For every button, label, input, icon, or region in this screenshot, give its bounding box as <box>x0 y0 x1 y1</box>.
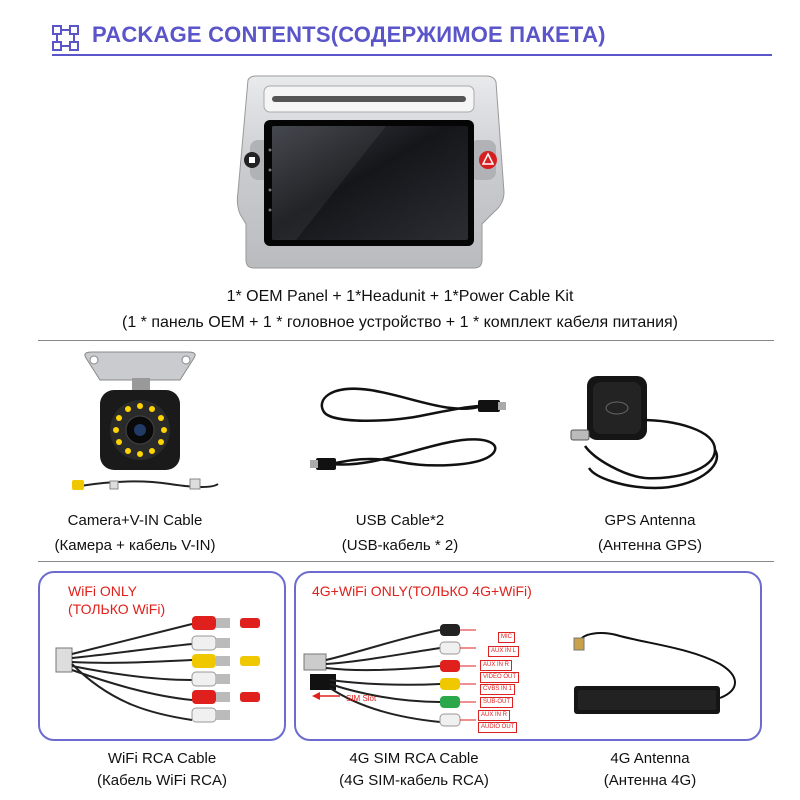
gps-caption-ru: (Антенна GPS) <box>597 537 703 554</box>
main-caption-en: 1* OEM Panel + 1*Headunit + 1*Power Cable Kit <box>226 288 574 305</box>
camera-caption-en: Camera+V-IN Cable <box>67 512 203 529</box>
port-label-mic: MIC <box>498 632 515 643</box>
port-label-audio-out: AUDIO OUT <box>478 722 517 733</box>
port-label-aux-in-l: AUX IN L <box>488 646 519 657</box>
4g-antenna-caption-en: 4G Antenna <box>610 750 690 767</box>
page-title: PACKAGE CONTENTS(СОДЕРЖИМОЕ ПАКЕТА) <box>92 22 606 47</box>
4g-badge: 4G+WiFi ONLY(ТОЛЬКО 4G+WiFi) <box>312 583 532 599</box>
camera-image <box>70 350 220 500</box>
4g-cable-caption-en: 4G SIM RCA Cable <box>349 750 479 767</box>
port-label-video-out: VIDEO OUT <box>480 672 519 683</box>
4g-sim-rca-cable-image <box>300 618 500 736</box>
gps-antenna-image <box>565 370 735 500</box>
usb-caption-en: USB Cable*2 <box>355 512 445 529</box>
camera-caption-ru: (Камера + кабель V-IN) <box>54 537 216 554</box>
4g-antenna-caption-ru: (Антенна 4G) <box>603 772 697 789</box>
port-label-sub-out: SUB-OUT <box>480 697 513 708</box>
package-contents-icon <box>52 25 80 51</box>
usb-cable-image <box>310 376 510 486</box>
port-label-aux-in-r-2: AUX IN R <box>478 710 510 721</box>
wifi-badge-line1: WiFi ONLY <box>68 583 137 599</box>
sim-slot-label: SIM Slot <box>346 694 377 703</box>
headunit-image <box>236 74 506 270</box>
gps-caption-en: GPS Antenna <box>604 512 696 529</box>
4g-cable-caption-ru: (4G SIM-кабель RCA) <box>339 772 489 789</box>
wifi-cable-caption-ru: (Кабель WiFi RCA) <box>97 772 227 789</box>
header-underline <box>52 54 772 56</box>
wifi-rca-cable-image <box>52 604 278 736</box>
divider-1 <box>38 340 774 341</box>
divider-2 <box>38 561 774 562</box>
port-label-aux-in-r: AUX IN R <box>480 660 512 671</box>
port-label-cvbs-in: CVBS IN 1 <box>480 684 515 695</box>
main-caption-ru: (1 * панель OEM + 1 * головное устройство + 1 * комплект кабеля питания) <box>121 314 678 331</box>
wifi-badge-line2: (ТОЛЬКО WiFi) <box>68 601 166 617</box>
usb-caption-ru: (USB-кабель * 2) <box>341 537 459 554</box>
4g-antenna-image <box>560 628 750 728</box>
wifi-cable-caption-en: WiFi RCA Cable <box>107 750 217 767</box>
